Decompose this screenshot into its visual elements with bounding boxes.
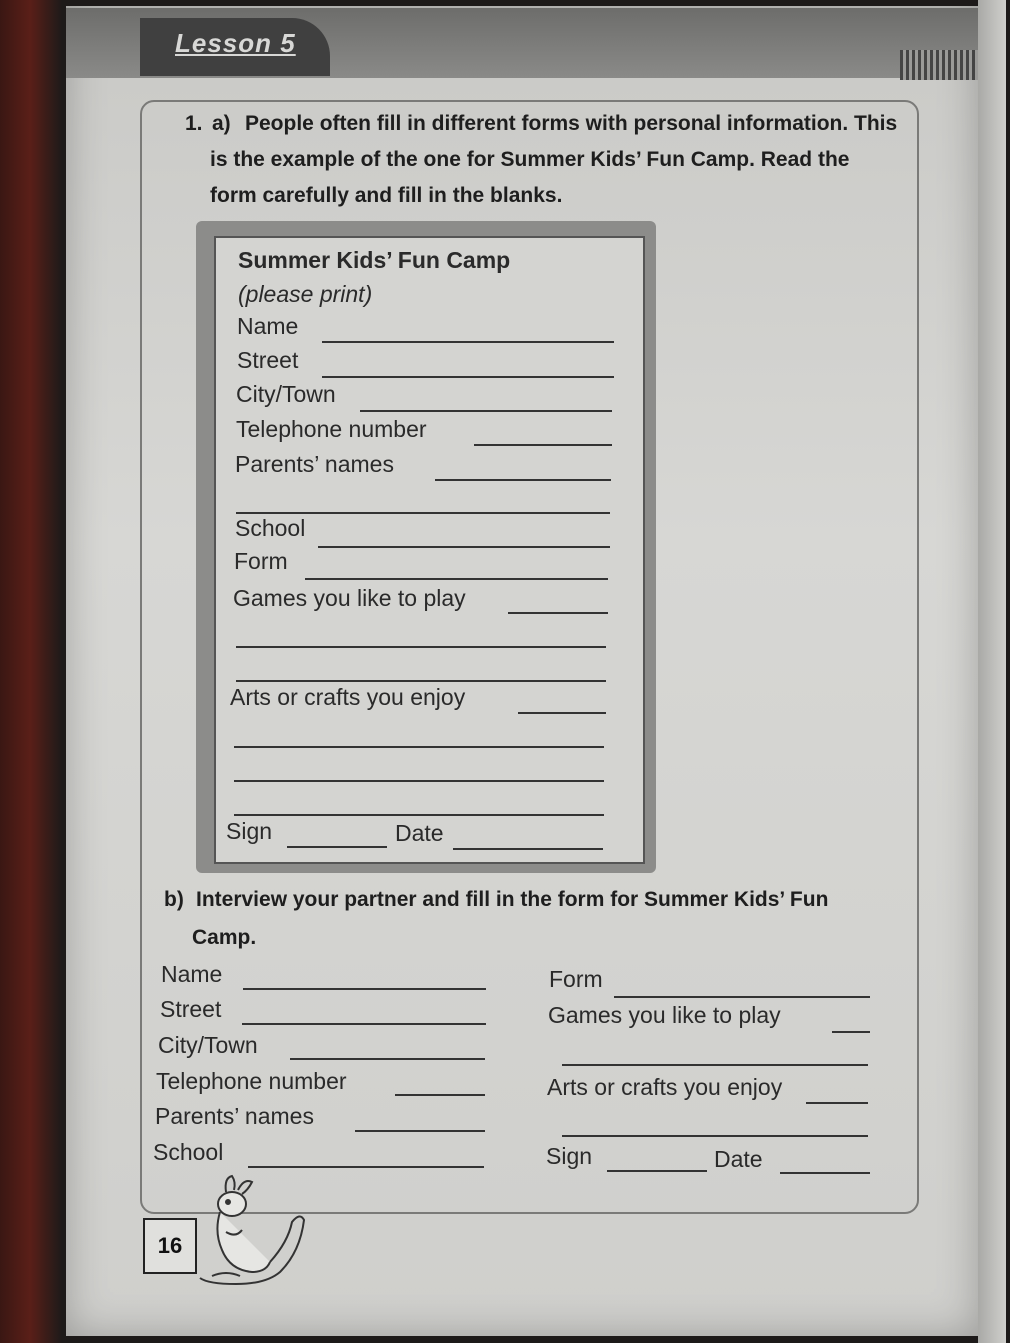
- form-arts-blank[interactable]: [518, 712, 606, 714]
- form-telephone-label: Telephone number: [236, 416, 427, 442]
- interview-games-blank[interactable]: [832, 1031, 870, 1033]
- interview-parents-label: Parents’ names: [155, 1103, 314, 1129]
- interview-name-label: Name: [161, 961, 223, 987]
- form-date-blank[interactable]: [453, 848, 603, 850]
- form-form-label: Form: [234, 548, 288, 574]
- interview-name-blank[interactable]: [243, 988, 486, 990]
- interview-form-blank[interactable]: [614, 996, 870, 998]
- interview-date-label: Date: [714, 1146, 763, 1172]
- part-a-line-2: is the example of the one for Summer Kids’ Fun Camp. Read the: [210, 148, 850, 171]
- form-sign-label: Sign: [226, 818, 273, 844]
- form-name-label: Name: [237, 313, 299, 339]
- header-decoration: [900, 50, 978, 80]
- interview-date-blank[interactable]: [780, 1172, 870, 1174]
- interview-sign-blank[interactable]: [607, 1170, 707, 1172]
- page-number: 16: [143, 1218, 197, 1274]
- interview-games-blank-2[interactable]: [562, 1064, 868, 1066]
- interview-school-label: School: [153, 1139, 224, 1165]
- form-games-blank-2[interactable]: [236, 646, 606, 648]
- part-a-line-3: form carefully and fill in the blanks.: [210, 184, 563, 207]
- form-name-blank[interactable]: [322, 341, 614, 343]
- interview-telephone-blank[interactable]: [395, 1094, 485, 1096]
- form-arts-blank-4[interactable]: [234, 814, 604, 816]
- interview-city-blank[interactable]: [290, 1058, 485, 1060]
- form-school-blank[interactable]: [318, 546, 610, 548]
- part-b-label: b): [164, 888, 184, 911]
- interview-form-label: Form: [549, 966, 603, 992]
- part-b-line-1: Interview your partner and fill in the form for Summer Kids’ Fun: [196, 888, 829, 911]
- interview-parents-blank[interactable]: [355, 1130, 485, 1132]
- form-parents-blank[interactable]: [435, 479, 611, 481]
- form-arts-blank-3[interactable]: [234, 780, 604, 782]
- form-date-label: Date: [395, 820, 444, 846]
- kangaroo-illustration: [196, 1172, 306, 1290]
- lesson-title: Lesson 5: [175, 28, 296, 58]
- part-b-line-2: Camp.: [192, 926, 257, 949]
- form-parents-blank-2[interactable]: [236, 512, 610, 514]
- next-page-edge: [978, 0, 1006, 1343]
- form-title: Summer Kids’ Fun Camp: [238, 247, 511, 273]
- interview-street-blank[interactable]: [242, 1023, 486, 1025]
- interview-arts-blank[interactable]: [806, 1102, 868, 1104]
- form-city-blank[interactable]: [360, 410, 612, 412]
- interview-city-label: City/Town: [158, 1032, 258, 1058]
- interview-sign-label: Sign: [546, 1143, 593, 1169]
- form-arts-blank-2[interactable]: [234, 746, 604, 748]
- part-a-label: a): [212, 112, 231, 135]
- form-games-blank-3[interactable]: [236, 680, 606, 682]
- interview-telephone-label: Telephone number: [156, 1068, 347, 1094]
- interview-street-label: Street: [160, 996, 222, 1022]
- form-form-blank[interactable]: [305, 578, 608, 580]
- interview-arts-label: Arts or crafts you enjoy: [547, 1074, 783, 1100]
- form-subtitle: (please print): [238, 281, 373, 307]
- form-parents-label: Parents’ names: [235, 451, 394, 477]
- form-street-blank[interactable]: [322, 376, 614, 378]
- form-games-blank[interactable]: [508, 612, 608, 614]
- form-sign-blank[interactable]: [287, 846, 387, 848]
- form-telephone-blank[interactable]: [474, 444, 612, 446]
- interview-school-blank[interactable]: [248, 1166, 484, 1168]
- form-school-label: School: [235, 515, 306, 541]
- form-games-label: Games you like to play: [233, 585, 466, 611]
- part-a-line-1: People often fill in different forms with personal information. This: [245, 112, 898, 135]
- interview-games-label: Games you like to play: [548, 1002, 781, 1028]
- form-street-label: Street: [237, 347, 299, 373]
- form-arts-label: Arts or crafts you enjoy: [230, 684, 466, 710]
- interview-arts-blank-2[interactable]: [562, 1135, 868, 1137]
- exercise-number: 1.: [185, 112, 203, 135]
- form-city-label: City/Town: [236, 381, 336, 407]
